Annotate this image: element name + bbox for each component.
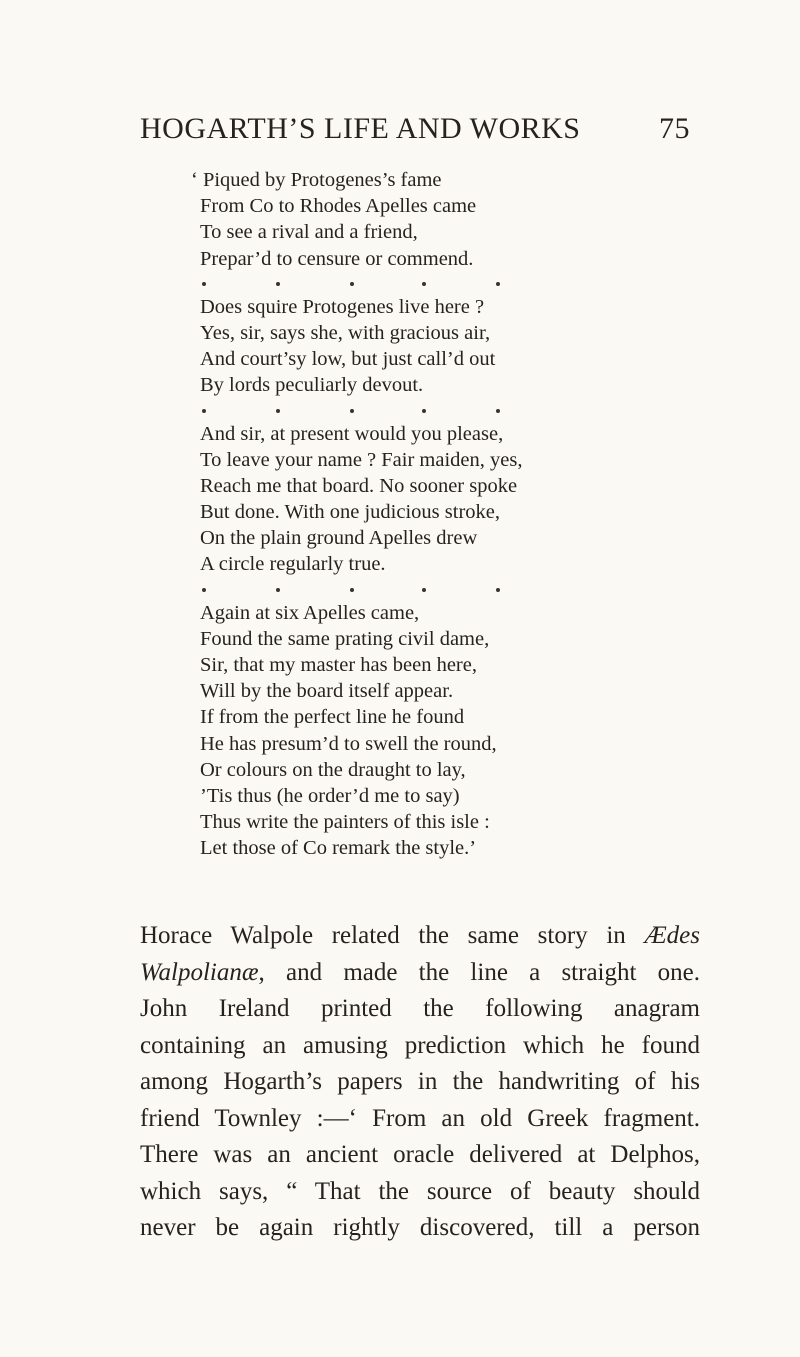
- poem-line: And court’sy low, but just call’d out: [200, 348, 496, 371]
- poem-line: Found the same prating civil dame,: [200, 627, 490, 650]
- ellipsis-dots: [200, 578, 520, 600]
- poem-line: On the plain ground Apelles drew: [200, 527, 478, 550]
- poem-line: Yes, sir, says she, with gracious air,: [200, 321, 491, 344]
- poem-line: ’Tis thus (he order’d me to say): [200, 784, 460, 807]
- poem-line: A circle regularly true.: [200, 553, 386, 576]
- prose-line: friend Townley :—‘ From an old Greek fragment.: [140, 1104, 700, 1132]
- poem-line: To leave your name ? Fair maiden, yes,: [200, 448, 523, 471]
- poem-line: Thus write the painters of this isle :: [200, 811, 490, 834]
- ellipsis-dots: [200, 272, 520, 294]
- prose-line: [140, 955, 700, 992]
- prose-line: among Hogarth’s papers in the handwriting of his: [140, 1068, 700, 1095]
- prose-line: which says, “ That the source of beauty should: [140, 1177, 700, 1205]
- poem-line: But done. With one judicious stroke,: [200, 501, 501, 524]
- poem-line: He has presum’d to swell the round,: [200, 732, 497, 755]
- poem-line: To see a rival and a friend,: [200, 221, 418, 244]
- poem-line: Reach me that board. No sooner spoke: [200, 474, 518, 497]
- ellipsis-dots: [200, 399, 520, 421]
- page-number: 75: [659, 112, 690, 145]
- italic-title-text: Ædes: [644, 922, 700, 949]
- prose-line: containing an amusing prediction which he found: [140, 1031, 700, 1059]
- poem-line: If from the perfect line he found: [200, 706, 465, 729]
- italic-title-text: Walpolianæ: [140, 958, 259, 986]
- poem-line: By lords peculiarly devout.: [200, 374, 424, 397]
- poem-line: Will by the board itself appear.: [200, 680, 454, 703]
- prose-line: John Ireland printed the following anagram: [140, 995, 700, 1022]
- running-head: [140, 112, 690, 152]
- poem-line: ‘ Piqued by Protogenes’s fame: [191, 169, 442, 191]
- poem-line: Sir, that my master has been here,: [200, 654, 477, 676]
- poem-line: And sir, at present would you please,: [200, 422, 504, 445]
- poem: [191, 167, 760, 862]
- prose-paragraph: [140, 918, 700, 1247]
- poem-line: From Co to Rhodes Apelles came: [200, 195, 477, 218]
- prose-line: There was an ancient oracle delivered at Delphos,: [140, 1141, 700, 1168]
- poem-line: Again at six Apelles came,: [200, 601, 420, 624]
- prose-text: , and made the line a straight one.: [258, 958, 700, 986]
- prose-text: Horace Walpole related the same story in: [140, 922, 645, 949]
- poem-line: Prepar’d to censure or commend.: [200, 247, 474, 270]
- poem-line: Let those of Co remark the style.’: [200, 837, 477, 860]
- running-head-title: HOGARTH’S LIFE AND WORKS: [140, 112, 581, 145]
- poem-line: Or colours on the draught to lay,: [200, 758, 466, 781]
- prose-line: never be again rightly discovered, till a person: [140, 1214, 700, 1241]
- prose-line: [140, 918, 700, 955]
- poem-line: Does squire Protogenes live here ?: [200, 295, 485, 318]
